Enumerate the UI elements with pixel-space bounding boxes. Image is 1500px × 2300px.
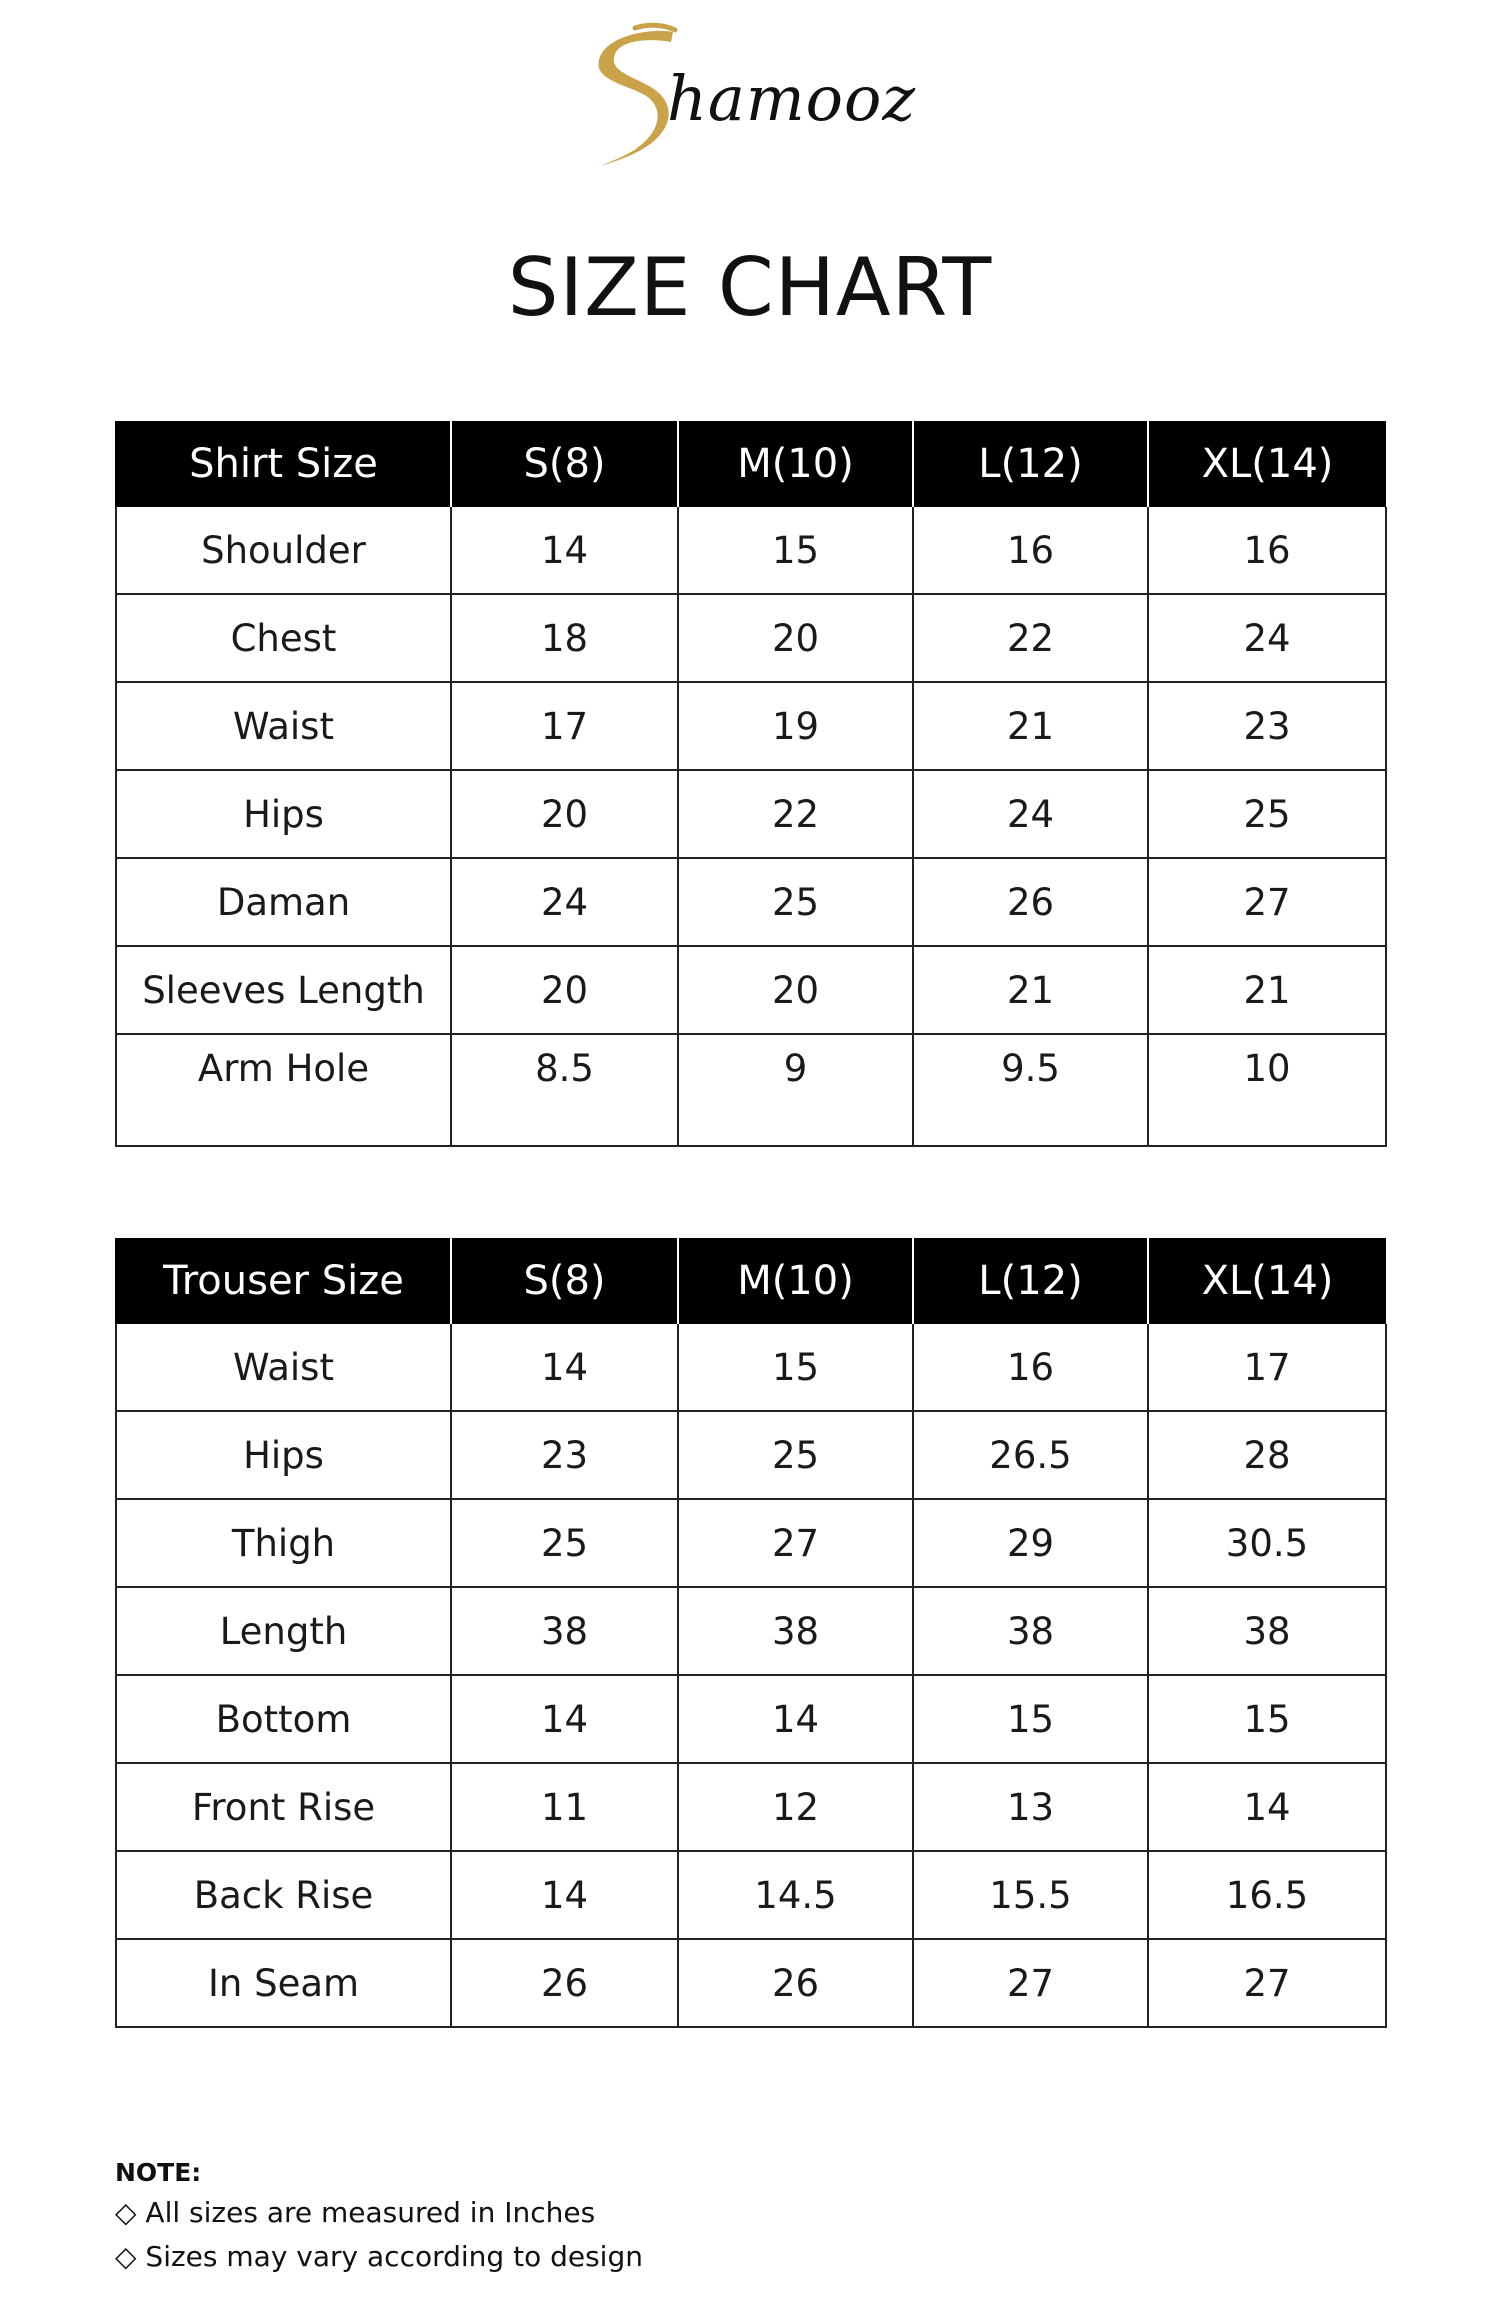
column-header: L(12) xyxy=(913,1238,1148,1324)
table-header-row xyxy=(116,1238,1386,1324)
table-cell: 20 xyxy=(678,594,913,682)
table-row xyxy=(116,858,1386,946)
table-cell: 14.5 xyxy=(678,1851,913,1939)
table-cell: 24 xyxy=(1148,594,1386,682)
table-cell: 20 xyxy=(451,946,678,1034)
table-cell: 27 xyxy=(1148,858,1386,946)
table-cell: 14 xyxy=(1148,1763,1386,1851)
measurement-label: Bottom xyxy=(116,1675,451,1763)
measurement-label: Length xyxy=(116,1587,451,1675)
table-row xyxy=(116,1499,1386,1587)
column-header: XL(14) xyxy=(1148,421,1386,507)
table-cell: 27 xyxy=(1148,1939,1386,2027)
table-cell: 25 xyxy=(1148,770,1386,858)
measurement-label: Shoulder xyxy=(116,507,451,594)
table-cell: 12 xyxy=(678,1763,913,1851)
table-cell: 14 xyxy=(451,507,678,594)
table-row xyxy=(116,770,1386,858)
table-cell: 38 xyxy=(1148,1587,1386,1675)
table-cell: 38 xyxy=(451,1587,678,1675)
note-line: ◇ Sizes may vary according to design xyxy=(115,2240,643,2273)
table-cell: 19 xyxy=(678,682,913,770)
note-section xyxy=(115,2155,643,2279)
table-cell: 25 xyxy=(678,1411,913,1499)
column-header: M(10) xyxy=(678,1238,913,1324)
table-cell: 24 xyxy=(451,858,678,946)
table-cell: 21 xyxy=(913,682,1148,770)
table-cell: 9.5 xyxy=(913,1034,1148,1146)
measurement-label: Waist xyxy=(116,682,451,770)
table-cell: 18 xyxy=(451,594,678,682)
shirt-size-table xyxy=(115,421,1387,1147)
table-cell: 30.5 xyxy=(1148,1499,1386,1587)
table-row xyxy=(116,1675,1386,1763)
measurement-label: Back Rise xyxy=(116,1851,451,1939)
table-cell: 15.5 xyxy=(913,1851,1148,1939)
column-header: M(10) xyxy=(678,421,913,507)
table-cell: 14 xyxy=(451,1851,678,1939)
table-cell: 16.5 xyxy=(1148,1851,1386,1939)
column-header: L(12) xyxy=(913,421,1148,507)
table-cell: 25 xyxy=(451,1499,678,1587)
table-row xyxy=(116,1587,1386,1675)
table-cell: 22 xyxy=(913,594,1148,682)
table-cell: 25 xyxy=(678,858,913,946)
measurement-label: Front Rise xyxy=(116,1763,451,1851)
column-header: S(8) xyxy=(451,1238,678,1324)
table-row xyxy=(116,682,1386,770)
table-header-row xyxy=(116,421,1386,507)
table-cell: 26 xyxy=(913,858,1148,946)
table-cell: 17 xyxy=(1148,1324,1386,1411)
measurement-label: Waist xyxy=(116,1324,451,1411)
table-cell: 26.5 xyxy=(913,1411,1148,1499)
column-header: Shirt Size xyxy=(116,421,451,507)
measurement-label: In Seam xyxy=(116,1939,451,2027)
table-cell: 13 xyxy=(913,1763,1148,1851)
measurement-label: Thigh xyxy=(116,1499,451,1587)
logo-s-top-stroke xyxy=(635,25,675,30)
measurement-label: Chest xyxy=(116,594,451,682)
column-header: Trouser Size xyxy=(116,1238,451,1324)
table-cell: 16 xyxy=(913,507,1148,594)
table-row xyxy=(116,1763,1386,1851)
table-cell: 14 xyxy=(451,1675,678,1763)
table-cell: 14 xyxy=(678,1675,913,1763)
table-cell: 16 xyxy=(1148,507,1386,594)
table-row xyxy=(116,1324,1386,1411)
table-row xyxy=(116,507,1386,594)
table-cell: 26 xyxy=(678,1939,913,2027)
table-cell: 38 xyxy=(913,1587,1148,1675)
logo-wordmark: hamooz xyxy=(667,62,917,135)
table-cell: 10 xyxy=(1148,1034,1386,1146)
measurement-label: Sleeves Length xyxy=(116,946,451,1034)
table-cell: 21 xyxy=(1148,946,1386,1034)
table-cell: 38 xyxy=(678,1587,913,1675)
table-row xyxy=(116,1034,1386,1146)
table-cell: 26 xyxy=(451,1939,678,2027)
table-cell: 28 xyxy=(1148,1411,1386,1499)
table-cell: 11 xyxy=(451,1763,678,1851)
note-line: ◇ All sizes are measured in Inches xyxy=(115,2196,596,2229)
page-title: SIZE CHART xyxy=(507,241,993,334)
table-row xyxy=(116,1851,1386,1939)
table-cell: 20 xyxy=(678,946,913,1034)
table-cell: 22 xyxy=(678,770,913,858)
measurement-label: Hips xyxy=(116,1411,451,1499)
table-cell: 17 xyxy=(451,682,678,770)
table-cell: 23 xyxy=(451,1411,678,1499)
trouser-size-table xyxy=(115,1238,1387,2028)
measurement-label: Daman xyxy=(116,858,451,946)
column-header: S(8) xyxy=(451,421,678,507)
table-row xyxy=(116,594,1386,682)
table-cell: 15 xyxy=(678,1324,913,1411)
table-row xyxy=(116,1411,1386,1499)
table-cell: 27 xyxy=(913,1939,1148,2027)
table-cell: 21 xyxy=(913,946,1148,1034)
table-cell: 27 xyxy=(678,1499,913,1587)
logo-s-swash xyxy=(598,31,673,166)
table-cell: 23 xyxy=(1148,682,1386,770)
table-cell: 15 xyxy=(913,1675,1148,1763)
shamooz-logo xyxy=(575,20,935,170)
column-header: XL(14) xyxy=(1148,1238,1386,1324)
note-heading: NOTE: xyxy=(115,2158,202,2187)
table-cell: 15 xyxy=(1148,1675,1386,1763)
table-cell: 15 xyxy=(678,507,913,594)
table-cell: 9 xyxy=(678,1034,913,1146)
measurement-label: Hips xyxy=(116,770,451,858)
table-cell: 14 xyxy=(451,1324,678,1411)
table-cell: 24 xyxy=(913,770,1148,858)
measurement-label: Arm Hole xyxy=(116,1034,451,1146)
table-cell: 16 xyxy=(913,1324,1148,1411)
table-cell: 8.5 xyxy=(451,1034,678,1146)
table-cell: 20 xyxy=(451,770,678,858)
table-cell: 29 xyxy=(913,1499,1148,1587)
table-row xyxy=(116,1939,1386,2027)
table-row xyxy=(116,946,1386,1034)
